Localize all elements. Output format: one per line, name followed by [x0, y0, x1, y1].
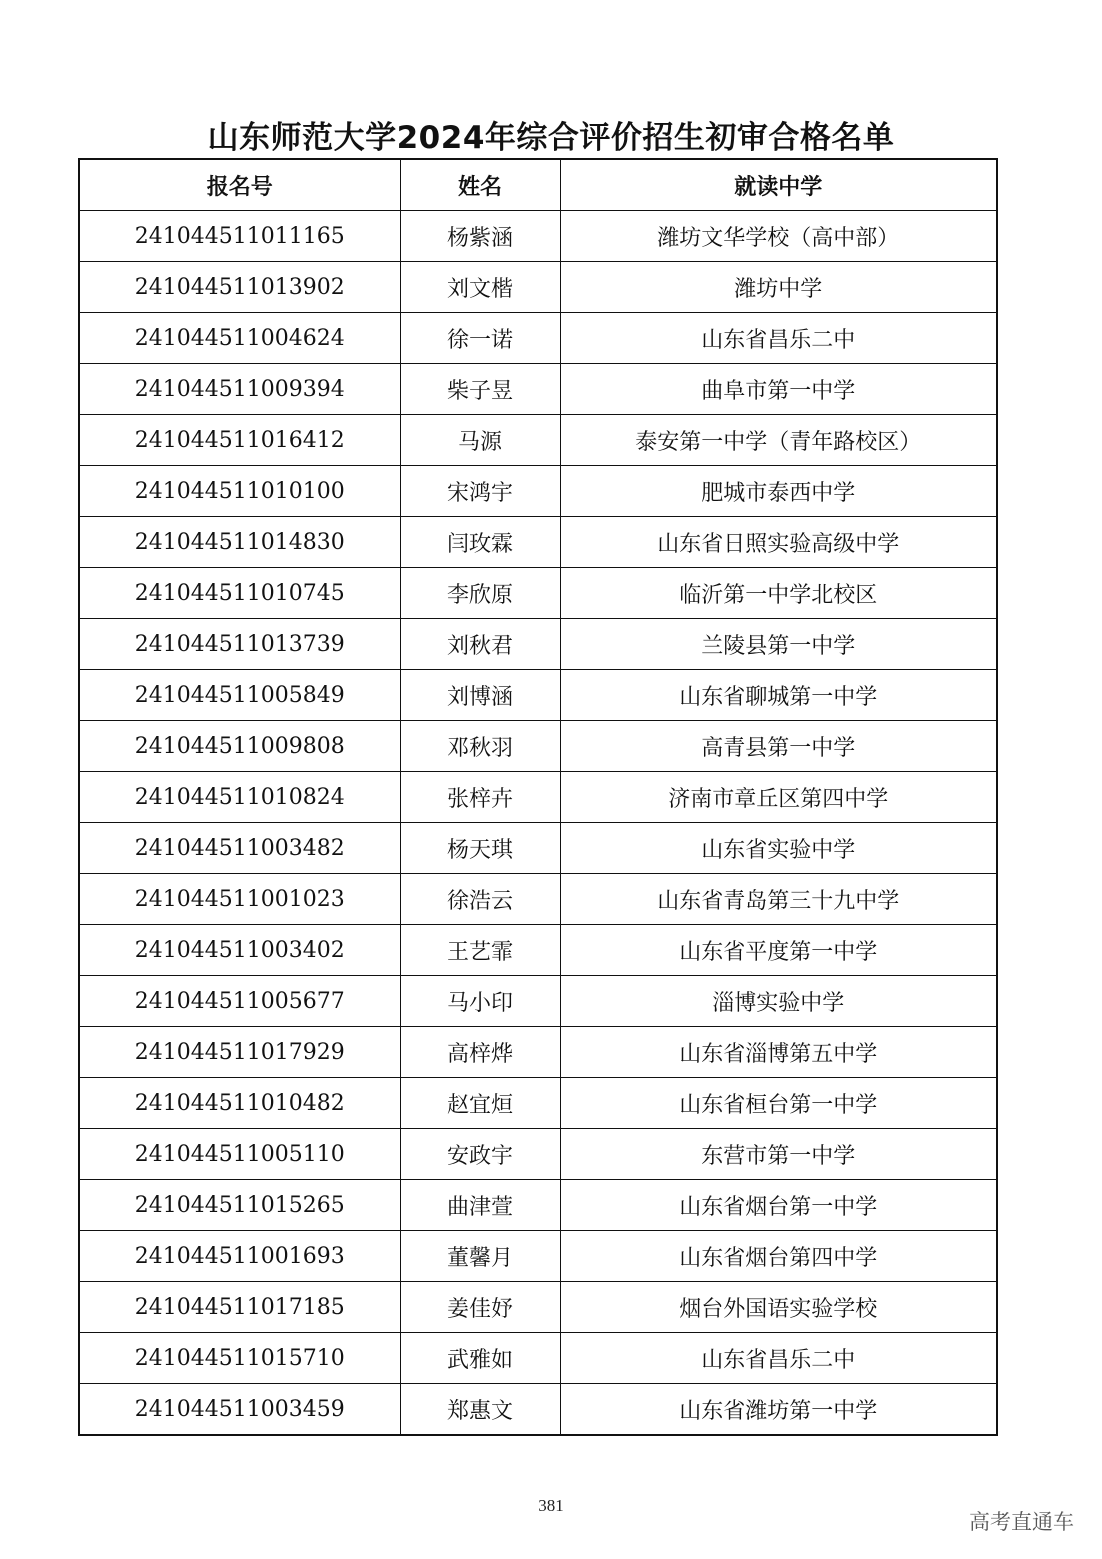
cell-student-name: 柴子昱: [400, 364, 560, 415]
cell-school: 山东省桓台第一中学: [560, 1078, 997, 1129]
table-row: [79, 823, 997, 874]
table-row: [79, 1180, 997, 1231]
table-row: [79, 1129, 997, 1180]
cell-student-name: 姜佳妤: [400, 1282, 560, 1333]
cell-school: 潍坊中学: [560, 262, 997, 313]
cell-registration-number: 241044511011165: [79, 211, 400, 262]
cell-student-name: 杨紫涵: [400, 211, 560, 262]
cell-registration-number: 241044511005110: [79, 1129, 400, 1180]
cell-student-name: 邓秋羽: [400, 721, 560, 772]
cell-student-name: 宋鸿宇: [400, 466, 560, 517]
header-name: 姓名: [400, 159, 560, 211]
cell-registration-number: 241044511010482: [79, 1078, 400, 1129]
cell-student-name: 赵宜烜: [400, 1078, 560, 1129]
cell-registration-number: 241044511009394: [79, 364, 400, 415]
cell-school: 曲阜市第一中学: [560, 364, 997, 415]
cell-student-name: 刘博涵: [400, 670, 560, 721]
cell-school: 临沂第一中学北校区: [560, 568, 997, 619]
cell-school: 济南市章丘区第四中学: [560, 772, 997, 823]
header-school: 就读中学: [560, 159, 997, 211]
cell-student-name: 闫玫霖: [400, 517, 560, 568]
cell-school: 山东省日照实验高级中学: [560, 517, 997, 568]
table-row: [79, 1282, 997, 1333]
cell-student-name: 马源: [400, 415, 560, 466]
cell-registration-number: 241044511015710: [79, 1333, 400, 1384]
watermark-logo: 高考直通车: [969, 1510, 1074, 1534]
cell-registration-number: 241044511004624: [79, 313, 400, 364]
cell-registration-number: 241044511017185: [79, 1282, 400, 1333]
cell-school: 烟台外国语实验学校: [560, 1282, 997, 1333]
cell-registration-number: 241044511017929: [79, 1027, 400, 1078]
cell-school: 山东省昌乐二中: [560, 313, 997, 364]
cell-registration-number: 241044511010745: [79, 568, 400, 619]
cell-school: 山东省青岛第三十九中学: [560, 874, 997, 925]
cell-registration-number: 241044511003402: [79, 925, 400, 976]
cell-school: 山东省烟台第一中学: [560, 1180, 997, 1231]
header-registration-number: 报名号: [79, 159, 400, 211]
cell-registration-number: 241044511003482: [79, 823, 400, 874]
cell-school: 兰陵县第一中学: [560, 619, 997, 670]
page-number: 381: [538, 1496, 564, 1515]
table-row: [79, 1231, 997, 1282]
cell-student-name: 刘文楷: [400, 262, 560, 313]
cell-school: 高青县第一中学: [560, 721, 997, 772]
table-row: [79, 262, 997, 313]
cell-student-name: 安政宇: [400, 1129, 560, 1180]
cell-registration-number: 241044511003459: [79, 1384, 400, 1436]
cell-registration-number: 241044511016412: [79, 415, 400, 466]
table-row: [79, 1333, 997, 1384]
table-row: [79, 466, 997, 517]
table-row: [79, 670, 997, 721]
cell-school: 肥城市泰西中学: [560, 466, 997, 517]
cell-school: 泰安第一中学（青年路校区）: [560, 415, 997, 466]
cell-school: 淄博实验中学: [560, 976, 997, 1027]
cell-student-name: 李欣原: [400, 568, 560, 619]
cell-registration-number: 241044511010824: [79, 772, 400, 823]
page-title: 山东师范大学2024年综合评价招生初审合格名单: [207, 120, 895, 156]
cell-student-name: 曲津萱: [400, 1180, 560, 1231]
table-row: [79, 415, 997, 466]
cell-student-name: 王艺霏: [400, 925, 560, 976]
cell-registration-number: 241044511001693: [79, 1231, 400, 1282]
cell-school: 东营市第一中学: [560, 1129, 997, 1180]
table-row: [79, 925, 997, 976]
table-row: [79, 874, 997, 925]
cell-school: 山东省聊城第一中学: [560, 670, 997, 721]
table-row: [79, 721, 997, 772]
cell-school: 山东省淄博第五中学: [560, 1027, 997, 1078]
cell-registration-number: 241044511013902: [79, 262, 400, 313]
cell-school: 山东省烟台第四中学: [560, 1231, 997, 1282]
table-row: [79, 1027, 997, 1078]
cell-registration-number: 241044511005677: [79, 976, 400, 1027]
table-row: [79, 619, 997, 670]
table-row: [79, 211, 997, 262]
table-row: [79, 1384, 997, 1436]
table-row: [79, 772, 997, 823]
cell-school: 山东省实验中学: [560, 823, 997, 874]
cell-school: 山东省平度第一中学: [560, 925, 997, 976]
cell-registration-number: 241044511010100: [79, 466, 400, 517]
table-row: [79, 313, 997, 364]
cell-school: 山东省昌乐二中: [560, 1333, 997, 1384]
cell-student-name: 杨天琪: [400, 823, 560, 874]
cell-registration-number: 241044511014830: [79, 517, 400, 568]
cell-registration-number: 241044511009808: [79, 721, 400, 772]
cell-student-name: 高梓烨: [400, 1027, 560, 1078]
cell-school: 山东省潍坊第一中学: [560, 1384, 997, 1436]
admission-table: [78, 158, 998, 1436]
cell-student-name: 董馨月: [400, 1231, 560, 1282]
cell-student-name: 徐浩云: [400, 874, 560, 925]
table-row: [79, 1078, 997, 1129]
cell-registration-number: 241044511001023: [79, 874, 400, 925]
cell-student-name: 刘秋君: [400, 619, 560, 670]
cell-registration-number: 241044511005849: [79, 670, 400, 721]
table-body: [79, 211, 997, 1436]
cell-school: 潍坊文华学校（高中部）: [560, 211, 997, 262]
cell-student-name: 郑惠文: [400, 1384, 560, 1436]
cell-student-name: 马小印: [400, 976, 560, 1027]
table-header-row: [79, 159, 997, 211]
table-row: [79, 976, 997, 1027]
cell-student-name: 徐一诺: [400, 313, 560, 364]
table-row: [79, 364, 997, 415]
cell-registration-number: 241044511015265: [79, 1180, 400, 1231]
cell-student-name: 张梓卉: [400, 772, 560, 823]
cell-student-name: 武雅如: [400, 1333, 560, 1384]
table-row: [79, 517, 997, 568]
cell-registration-number: 241044511013739: [79, 619, 400, 670]
table-row: [79, 568, 997, 619]
